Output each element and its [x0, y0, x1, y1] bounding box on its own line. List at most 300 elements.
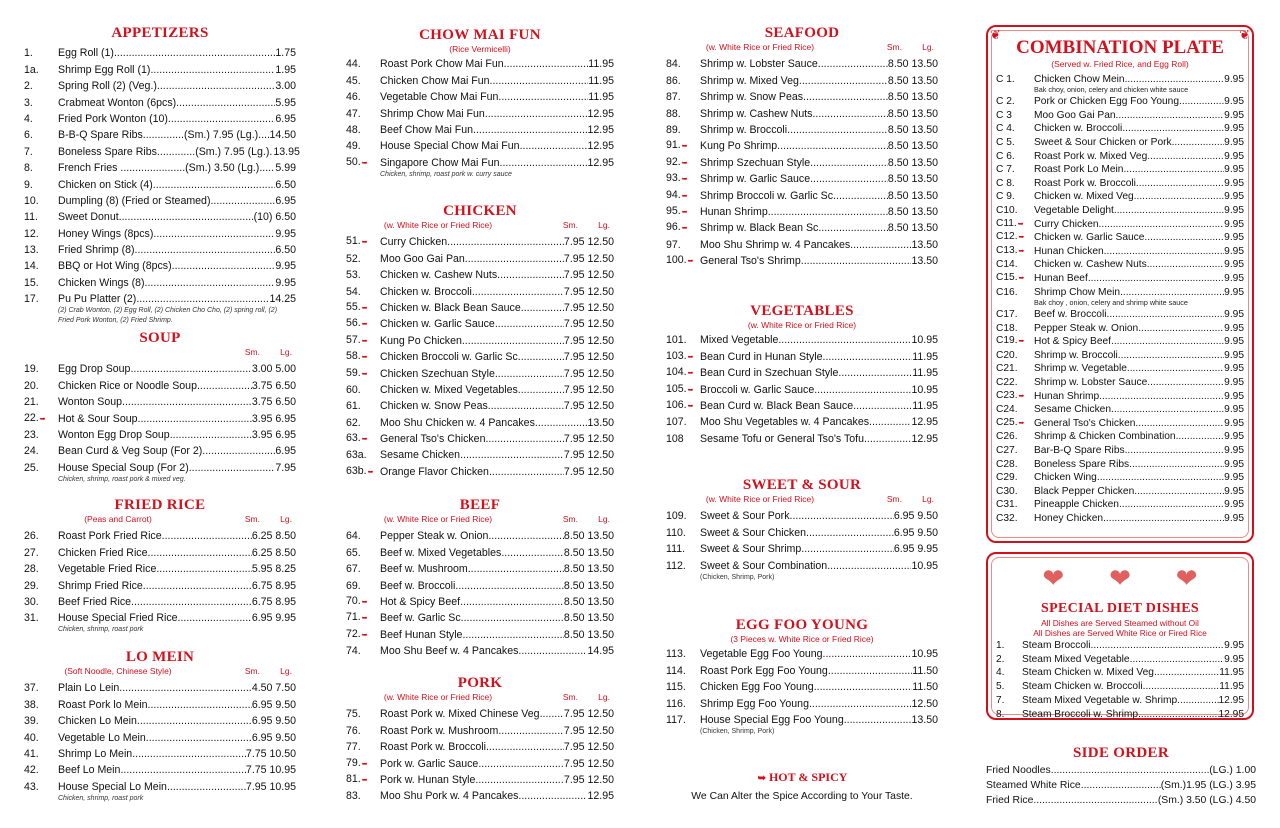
item-name: Steam Broccoli w. Shrimp: [1022, 708, 1139, 720]
dot-leader: [1116, 110, 1225, 122]
menu-item-row: [24, 110, 296, 126]
item-number: [666, 510, 700, 523]
menu-item-row: [346, 104, 614, 120]
dot-leader: [202, 445, 275, 458]
item-name: General Tso's Chicken: [380, 433, 486, 446]
chili-pepper-icon: ➥: [361, 337, 368, 345]
item-price: 9.95: [1224, 232, 1244, 244]
item-price: 10.95: [911, 559, 938, 572]
size-header: [666, 494, 938, 507]
item-price: 6.75 8.95: [251, 579, 296, 592]
menu-item-row: [996, 693, 1244, 707]
item-number-text: 57.: [346, 333, 361, 346]
seafood-section: [666, 24, 938, 268]
item-number-text: C10.: [996, 204, 1018, 216]
item-note: Bak choy, onion, celery and chicken white sauce: [1034, 84, 1189, 94]
dot-leader: [836, 190, 888, 203]
chili-pepper-icon: ➥: [361, 776, 368, 784]
item-price: 9.95: [1224, 417, 1244, 429]
item-name: Chicken Wings (8): [58, 276, 145, 289]
item-name: Boneless Spare Ribs.............(Sm.) 7.95 (Lg.): [58, 145, 270, 158]
item-number: [346, 253, 380, 266]
section-subtitle: (3 Pieces w. White Rice or Fried Rice): [730, 634, 874, 644]
item-price: 3.00: [275, 80, 296, 93]
dot-leader: [153, 228, 275, 241]
chili-pepper-icon: ➥: [1018, 234, 1025, 242]
item-number-text: C22.: [996, 377, 1018, 389]
item-name: Chicken on Stick (4): [58, 178, 153, 191]
item-price: 1.75: [275, 47, 296, 60]
menu-item-row: [346, 381, 614, 397]
item-price: 9.95: [1224, 272, 1244, 284]
item-number: [666, 156, 700, 170]
item-number-text: 10.: [24, 194, 39, 207]
dot-leader: [485, 108, 588, 121]
item-number: [666, 91, 700, 104]
item-number: [666, 665, 700, 678]
dot-leader: [1111, 404, 1224, 416]
item-number-text: 29.: [24, 579, 39, 592]
item-number: [996, 709, 1022, 721]
item-name: Sweet & Sour Chicken: [700, 526, 806, 539]
item-name: Beef w. Mixed Vegetables: [380, 546, 502, 559]
item-number: [996, 245, 1034, 258]
item-price: 7.95 12.50: [563, 236, 614, 249]
item-price: 6.50: [275, 244, 296, 257]
item-number-text: C 4.: [996, 123, 1015, 135]
menu-item-row: [996, 285, 1244, 299]
item-name: Bar-B-Q Spare Ribs: [1034, 445, 1125, 457]
item-name: Steam Chicken w. Broccoli: [1022, 681, 1143, 693]
corner-ornament-icon: ❦: [990, 27, 1001, 42]
item-name: Chicken Lo Mein: [58, 715, 137, 728]
item-note: Chicken, shrimp, roast pork w. curry sauce: [380, 170, 512, 178]
item-number-text: 117.: [666, 713, 686, 726]
dot-leader: [1099, 391, 1224, 403]
menu-item-row: [346, 721, 614, 737]
item-name: Sweet & Sour Pork: [700, 510, 790, 523]
item-name: Chicken Rice or Noodle Soup: [58, 379, 197, 392]
item-price: 8.50 13.50: [887, 74, 938, 87]
item-name: General Tso's Shrimp: [700, 255, 801, 268]
small-label: Sm.: [886, 42, 902, 52]
menu-item-row: [24, 126, 296, 142]
item-number-text: 53.: [346, 269, 361, 282]
hot-spicy-legend: [666, 770, 938, 802]
item-price: 12.95: [587, 123, 614, 136]
item-price: 13.95: [273, 145, 300, 158]
dot-leader: [189, 462, 276, 475]
item-number-text: 64.: [346, 530, 361, 543]
item-number: [24, 596, 58, 609]
item-price: 9.95: [1224, 390, 1244, 402]
item-number: [24, 732, 58, 745]
item-number-text: 22.: [24, 411, 39, 424]
menu-item-row: [346, 397, 614, 413]
menu-item-row: [24, 745, 296, 761]
item-number-text: 42.: [24, 764, 39, 777]
item-number: [24, 277, 58, 290]
item-number-text: C 9.: [996, 191, 1015, 203]
item-name: Black Pepper Chicken: [1034, 485, 1135, 497]
special-diet-box: [986, 552, 1254, 720]
dot-leader: [472, 286, 564, 299]
egg-foo-young-list: [666, 645, 938, 727]
small-label: Sm.: [562, 692, 578, 702]
item-price: 8.50 13.50: [563, 612, 614, 625]
dot-leader: [801, 255, 912, 268]
item-number: [666, 560, 700, 573]
item-number: [24, 97, 58, 110]
chili-pepper-icon: ➥: [1018, 247, 1025, 255]
combination-list: [996, 72, 1244, 525]
item-number-text: C29.: [996, 472, 1018, 484]
item-number: [346, 645, 380, 658]
item-number-text: 14.: [24, 260, 39, 273]
menu-item-row: [666, 694, 938, 710]
item-name: Roast Pork Lo Mein: [1034, 164, 1124, 176]
item-name: Dumpling (8) (Fried or Steamed): [58, 194, 211, 207]
side-order-section: [986, 744, 1256, 807]
dot-leader: [498, 91, 588, 104]
item-number: [996, 309, 1034, 321]
item-number: [24, 781, 58, 794]
item-number: [996, 695, 1022, 707]
chili-pepper-icon: ➥: [361, 760, 368, 768]
item-number-text: C13.: [996, 244, 1018, 256]
item-note: Fried Pork Wonton, (2) Fried Shrimp.: [58, 317, 173, 325]
item-number: [346, 628, 380, 642]
item-number-text: 26.: [24, 530, 39, 543]
item-price: 9.95: [1224, 377, 1244, 389]
item-price: 3.75 6.50: [251, 396, 296, 409]
item-number: [996, 377, 1034, 389]
dot-leader: [486, 741, 564, 754]
heart-ornaments: [996, 556, 1244, 594]
item-name: Wonton Egg Drop Soup: [58, 428, 170, 441]
item-price: 6.25 8.50: [251, 546, 296, 559]
dot-leader: [521, 302, 564, 315]
item-number-text: C 2.: [996, 96, 1015, 108]
item-name: Hunan Beef: [1034, 272, 1088, 284]
item-price: 13.50: [911, 713, 938, 726]
menu-item-row: [996, 389, 1244, 403]
menu-item-row: [996, 95, 1244, 109]
item-number: [666, 139, 700, 153]
item-name: Roast Pork w. Broccoli: [380, 741, 486, 754]
item-price: 7.95 12.50: [563, 367, 614, 380]
chili-pepper-icon: ➥: [361, 159, 368, 167]
item-number: [346, 235, 380, 249]
item-number: [346, 417, 380, 430]
dot-leader: [1179, 96, 1224, 108]
menu-item-row: [996, 652, 1244, 666]
item-number-text: 105.: [666, 382, 687, 395]
menu-item-row: [996, 203, 1244, 217]
item-price: 7.95 12.50: [563, 741, 614, 754]
item-price: 13.50: [911, 238, 938, 251]
dot-leader: [132, 748, 246, 761]
menu-item-row: [24, 192, 296, 208]
item-number: [996, 259, 1034, 271]
item-name: Vegetable Egg Foo Young: [700, 648, 823, 661]
item-price: 9.95: [1224, 513, 1244, 524]
chili-pepper-icon: ➥: [361, 436, 368, 444]
item-price: 9.95: [1224, 322, 1244, 334]
item-price: 8.50 13.50: [563, 628, 614, 641]
chili-pepper-icon: ➥: [687, 370, 694, 378]
item-price: 8.50 13.50: [887, 140, 938, 153]
dot-leader: [823, 351, 913, 364]
item-number: [24, 244, 58, 257]
section-subtitle: (w. White Rice or Fried Rice): [383, 220, 493, 230]
dot-leader: [172, 260, 276, 273]
dot-leader: [1138, 323, 1224, 335]
menu-item-row: [996, 72, 1244, 86]
menu-item-row: [666, 104, 938, 120]
item-name: Moo Goo Gai Pan: [380, 252, 465, 265]
item-number: [996, 459, 1034, 471]
menu-item-row: [666, 645, 938, 661]
item-name: Roast Pork w. Mixed Chinese Veg: [380, 708, 540, 721]
soup-section: [24, 329, 296, 485]
item-number-text: 59.: [346, 366, 361, 379]
section-subtitle: (Soft Noodle, Chinese Style): [64, 666, 172, 676]
menu-item-row: [666, 540, 938, 556]
item-number: [996, 335, 1034, 348]
section-title: LO MEIN: [125, 649, 195, 665]
item-number-text: 83.: [346, 790, 361, 803]
item-price: 8.50 13.50: [887, 91, 938, 104]
item-number-text: 41.: [24, 747, 39, 760]
item-price: 9.95: [1224, 404, 1244, 416]
dot-leader: [259, 162, 275, 175]
item-number-text: 56.: [346, 317, 361, 330]
menu-item-row: [666, 219, 938, 235]
item-name: Chicken w. Cashew Nuts: [380, 269, 498, 282]
menu-item-row: [666, 347, 938, 363]
item-name: Steam Mixed Vegetable w. Shrimp: [1022, 694, 1178, 706]
dot-leader: [1150, 377, 1224, 389]
small-label: Sm.: [244, 666, 260, 676]
item-price: 8.50 13.50: [563, 530, 614, 543]
item-name: Chicken w. Snow Peas: [380, 400, 488, 413]
item-name: Moo Shu Pork w. 4 Pancakes: [380, 790, 519, 803]
menu-item-row: [986, 762, 1256, 777]
item-number-text: 103.: [666, 349, 687, 362]
dot-leader: [210, 195, 275, 208]
dot-leader: [157, 80, 275, 93]
item-name: Beef Lo Mein: [58, 764, 121, 777]
item-number: [24, 162, 58, 175]
dot-leader: [810, 173, 888, 186]
item-name: Shrimp Broccoli w. Garlic Sc.: [700, 189, 836, 202]
item-name: Shrimp Lo Mein: [58, 747, 133, 760]
item-note: (2) Crab Wonton, (2) Egg Roll, (2) Chicken Cho Cho, (2) spring roll, (2): [58, 307, 278, 315]
menu-item-row: [996, 375, 1244, 389]
dot-leader: [464, 612, 564, 625]
item-name: Beef w. Broccoli: [1034, 309, 1107, 321]
item-price: 9.95: [1224, 204, 1244, 216]
item-name: Chicken Fried Rice: [58, 546, 148, 559]
item-price: 7.95 12.50: [563, 383, 614, 396]
dot-leader: [814, 681, 913, 694]
item-number-text: 93.: [666, 172, 681, 185]
item-number-text: 84.: [666, 58, 681, 71]
menu-item-row: [24, 426, 296, 442]
menu-item-row: [346, 331, 614, 347]
section-title: SEAFOOD: [764, 25, 840, 41]
dot-leader: [455, 580, 564, 593]
item-price: 6.95 9.50: [893, 510, 938, 523]
dot-leader: [462, 629, 563, 642]
special-diet-title: SPECIAL DIET DISHES: [1041, 601, 1199, 616]
sweet-sour-section: [666, 476, 938, 583]
pork-section: [346, 674, 614, 803]
item-price: 8.50 13.50: [887, 205, 938, 218]
item-name: Plain Lo Lein: [58, 682, 120, 695]
item-number: [666, 543, 700, 556]
item-price: 8.50 13.50: [563, 595, 614, 608]
item-number: [24, 764, 58, 777]
item-number: [666, 399, 700, 413]
item-number: [24, 80, 58, 93]
item-price: 7.95 12.50: [563, 465, 614, 478]
item-name: Moo Shu Chicken w. 4 Pancakes: [380, 416, 535, 429]
chili-pepper-icon: ➥: [1018, 274, 1025, 282]
item-number: [996, 431, 1034, 443]
item-number-text: C 6.: [996, 150, 1015, 162]
dot-leader: [462, 335, 564, 348]
item-price: 6.95 9.95: [251, 612, 296, 625]
chicken-list: [346, 233, 614, 479]
dot-leader: [475, 774, 564, 787]
section-title: FRIED RICE: [114, 497, 206, 513]
item-number: [996, 363, 1034, 375]
item-price: 14.50: [269, 129, 296, 142]
item-price: 12.95: [587, 107, 614, 120]
item-number-text: 95.: [666, 204, 681, 217]
dot-leader: [1111, 336, 1224, 348]
item-number-text: 111.: [666, 543, 686, 556]
item-number-text: 69.: [346, 579, 361, 592]
item-name: Pepper Steak w. Onion: [1034, 322, 1139, 334]
chili-pepper-icon: ➥: [39, 415, 46, 423]
dot-leader: [120, 764, 245, 777]
item-number-text: 47.: [346, 107, 361, 120]
heart-icon: ❤: [1109, 563, 1131, 593]
menu-item-row: [666, 203, 938, 219]
item-price: 11.95: [588, 74, 614, 87]
small-label: Sm.: [562, 514, 578, 524]
corner-ornament-icon: ❦: [1239, 27, 1250, 42]
item-number: [346, 547, 380, 560]
item-number-text: 70.: [346, 594, 361, 607]
item-price: 7.95 12.50: [563, 724, 614, 737]
item-number-text: 106.: [666, 398, 687, 411]
item-number: [24, 260, 58, 273]
menu-item-row: [24, 728, 296, 744]
item-note: Chicken, shrimp, roast pork: [58, 794, 144, 802]
chili-pepper-icon: ➥: [687, 386, 694, 394]
item-price: 9.95: [1224, 431, 1244, 443]
dot-leader: [1097, 472, 1224, 484]
item-price: 11.95: [1219, 667, 1244, 679]
item-name: French Fries ......................(Sm.) 3.50 (Lg.): [58, 162, 260, 175]
dot-leader: [827, 560, 911, 573]
item-number-text: 25.: [24, 461, 39, 474]
item-number: [996, 287, 1034, 299]
dot-leader: [1177, 695, 1218, 707]
item-number-text: 88.: [666, 107, 681, 120]
menu-item-row: [666, 364, 938, 380]
item-number: [24, 547, 58, 560]
item-name: Moo Goo Gai Pan: [1034, 109, 1116, 121]
item-number: [346, 124, 380, 137]
item-number: [996, 205, 1034, 217]
item-number-text: 63a.: [346, 449, 367, 462]
item-name: Pu Pu Platter (2): [58, 293, 137, 306]
item-name: Mixed Vegetable: [700, 334, 779, 347]
menu-item-row: [24, 576, 296, 592]
menu-item-row: [666, 380, 938, 396]
item-price: 5.95 8.25: [251, 563, 296, 576]
item-name: Pork w. Garlic Sauce.: [380, 757, 482, 770]
item-number: [996, 640, 1022, 652]
dot-leader: [1138, 709, 1218, 721]
item-number-text: 91.: [666, 139, 681, 152]
item-number-text: C15.: [996, 271, 1018, 283]
item-name: Kung Po Shrimp: [700, 140, 778, 153]
item-price: 9.95: [1224, 445, 1244, 457]
item-price: 11.95: [912, 399, 938, 412]
item-number: [24, 715, 58, 728]
item-price: 6.95 9.50: [251, 698, 296, 711]
item-number-text: C23.: [996, 389, 1018, 401]
item-number: [666, 350, 700, 364]
item-price: 12.95: [1218, 708, 1244, 720]
special-diet-list: [996, 638, 1244, 721]
item-name: Roast Pork w. Mixed Veg: [1034, 150, 1148, 162]
large-label: Lg.: [280, 514, 292, 524]
item-number-text: C31.: [996, 499, 1018, 511]
item-number: [24, 64, 58, 77]
item-number: [346, 350, 380, 364]
menu-item-row: [996, 190, 1244, 204]
dot-leader: [540, 708, 564, 721]
dot-leader: [131, 596, 252, 609]
menu-item-row: [24, 442, 296, 458]
item-number: [24, 530, 58, 543]
menu-item-row: [24, 93, 296, 109]
chili-pepper-icon: ➥: [681, 225, 688, 233]
chicken-section: [346, 202, 614, 479]
item-number: [24, 445, 58, 458]
section-subtitle: (w. White Rice or Fried Rice): [705, 42, 815, 52]
item-number: [24, 396, 58, 409]
item-number-text: 92.: [666, 155, 681, 168]
chili-pepper-icon: ➥: [361, 354, 368, 362]
section-subtitle: (w. White Rice or Fried Rice): [383, 514, 493, 524]
dot-leader: [495, 368, 564, 381]
item-number-text: 28.: [24, 563, 39, 576]
item-name: Hot & Sour Soup: [58, 412, 138, 425]
menu-item-row: [346, 787, 614, 803]
dot-leader: [473, 124, 587, 137]
fried-rice-list: [24, 527, 296, 625]
menu-item-row: [996, 362, 1244, 376]
dot-leader: [1144, 232, 1224, 244]
